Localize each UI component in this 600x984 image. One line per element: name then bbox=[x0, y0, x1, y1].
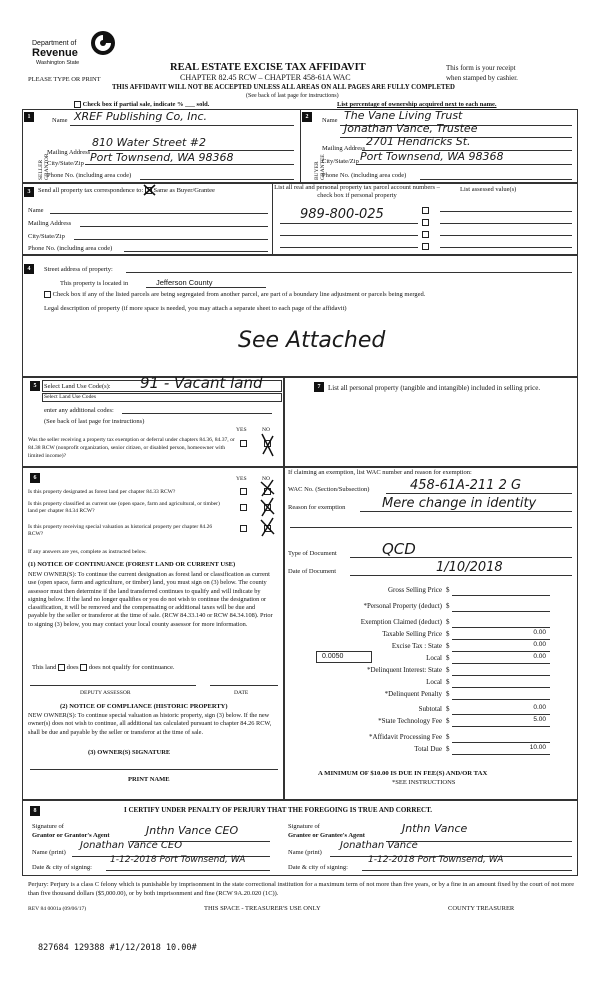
fee-line[interactable] bbox=[452, 611, 550, 612]
wac-label: WAC No. (Section/Subsection) bbox=[288, 486, 370, 493]
section-5-num: 5 bbox=[30, 381, 40, 391]
grantor-signature[interactable]: Jnthn Vance CEO bbox=[146, 824, 239, 837]
fee-label: Local bbox=[426, 678, 442, 686]
dollar-sign: $ bbox=[446, 705, 450, 713]
this-land-label: This land bbox=[32, 664, 57, 671]
fee-label: *State Technology Fee bbox=[378, 717, 442, 725]
fee-line[interactable] bbox=[452, 663, 550, 664]
dept-revenue: Revenue bbox=[32, 47, 78, 59]
fee-row bbox=[290, 690, 550, 702]
parcel-checkbox-2[interactable] bbox=[422, 219, 429, 226]
s3-mailing-line[interactable] bbox=[80, 219, 268, 227]
does-not-checkbox[interactable] bbox=[80, 664, 87, 671]
grantee-date-label: Date & city of signing: bbox=[288, 864, 348, 871]
parcel-line-1 bbox=[280, 216, 418, 224]
street-line[interactable] bbox=[126, 265, 572, 273]
date-line[interactable] bbox=[210, 678, 278, 686]
buyer-phone-line[interactable] bbox=[420, 172, 572, 180]
warning: THIS AFFIDAVIT WILL NOT BE ACCEPTED UNLESS ALL AREAS ON ALL PAGES ARE FULLY COMPLETED bbox=[112, 84, 455, 91]
fee-line[interactable] bbox=[452, 754, 550, 755]
dollar-sign: $ bbox=[446, 630, 450, 638]
compliance-title: (2) NOTICE OF COMPLIANCE (HISTORIC PROPERTY) bbox=[60, 703, 228, 710]
fee-line[interactable] bbox=[452, 639, 550, 640]
fee-value[interactable]: 5.00 bbox=[533, 716, 546, 723]
current-use-question: Is this property classified as current use (open space, farm and agricultural, or timber) land per chapter 84.34 RCW? bbox=[28, 501, 220, 514]
historic-yes-checkbox[interactable] bbox=[240, 525, 247, 532]
grantor-sig-l2: Grantor or Grantor's Agent bbox=[32, 832, 110, 839]
see-attached[interactable]: See Attached bbox=[238, 328, 386, 353]
fee-row bbox=[290, 678, 550, 690]
additional-line[interactable] bbox=[122, 406, 272, 414]
county[interactable]: Jefferson County bbox=[156, 278, 213, 287]
divider-12 bbox=[300, 109, 301, 183]
seller-city[interactable]: Port Townsend, WA 98368 bbox=[90, 151, 234, 164]
fee-label: Local bbox=[426, 654, 442, 662]
seller-city-label: City/State/Zip bbox=[47, 160, 84, 167]
exemption-question: Was the seller receiving a property tax exemption or deferral under chapters 84.36, 84.37, or 84.38 RCW (nonprofit organization, senior citizen, or disabled person, homeowner with limited income)? bbox=[28, 437, 235, 459]
fee-label: Taxable Selling Price bbox=[382, 630, 442, 638]
dept-line1: Department of bbox=[32, 40, 77, 47]
doc-date-label: Date of Document bbox=[288, 568, 337, 575]
additional-codes: enter any additional codes: bbox=[44, 407, 114, 414]
s5-see-back: (See back of last page for instructions) bbox=[44, 418, 145, 425]
deputy-line[interactable] bbox=[30, 678, 196, 686]
section-1-num: 1 bbox=[24, 112, 34, 122]
fee-row bbox=[290, 717, 550, 729]
fee-value[interactable]: 10.00 bbox=[529, 744, 546, 751]
buyer-city-label: City/State/Zip bbox=[322, 158, 359, 165]
fee-value[interactable]: 0.00 bbox=[533, 641, 546, 648]
fee-value[interactable]: 0.00 bbox=[533, 629, 546, 636]
x-mark-icon bbox=[143, 184, 157, 196]
buyer-phone-label: Phone No. (including area code) bbox=[322, 172, 407, 179]
forest-question: Is this property designated as forest land per chapter 84.33 RCW? bbox=[28, 489, 176, 495]
doc-type[interactable]: QCD bbox=[382, 540, 416, 558]
grantee-name[interactable]: Jonathan Vance bbox=[340, 840, 418, 851]
s3-city-line[interactable] bbox=[74, 232, 268, 240]
parcel-checkbox-4[interactable] bbox=[422, 243, 429, 250]
fee-value[interactable]: 0.00 bbox=[533, 653, 546, 660]
personal-property-label: List all personal property (tangible and intangible) included in selling price. bbox=[328, 384, 541, 392]
partial-sale-checkbox[interactable] bbox=[74, 101, 81, 108]
fee-line[interactable] bbox=[452, 726, 550, 727]
parcel-header: List all real and personal property tax parcel account numbers – check box if personal property bbox=[274, 184, 440, 199]
fee-row bbox=[290, 745, 550, 757]
grantee-sig-l2: Grantee or Grantee's Agent bbox=[288, 832, 365, 839]
date-label: DATE bbox=[234, 690, 249, 696]
seller-phone-label: Phone No. (including area code) bbox=[47, 172, 132, 179]
s5-yes: YES bbox=[236, 427, 247, 433]
section-6-num: 6 bbox=[30, 473, 40, 483]
s6-yes: YES bbox=[236, 476, 247, 482]
ownership-note: List percentage of ownership acquired next to each name. bbox=[337, 101, 497, 108]
grantee-date[interactable]: 1-12-2018 Port Townsend, WA bbox=[368, 855, 504, 865]
historic-question: Is this property receiving special valuation as historical property per chapter 84.26 RCW? bbox=[28, 524, 213, 537]
fee-row bbox=[290, 666, 550, 678]
parcel-checkbox-1[interactable] bbox=[422, 207, 429, 214]
fee-label: Gross Selling Price bbox=[387, 586, 442, 594]
legal-label: Legal description of property (if more space is needed, you may attach a separate sheet to each page of the affidavit) bbox=[44, 305, 347, 312]
fee-line[interactable] bbox=[452, 651, 550, 652]
receipt-line1: This form is your receipt bbox=[446, 64, 516, 72]
grantee-name-label: Name (print) bbox=[288, 849, 322, 856]
located-label: This property is located in bbox=[60, 280, 129, 287]
s3-name-line[interactable] bbox=[50, 206, 268, 214]
section-4 bbox=[22, 255, 578, 377]
compliance-text: NEW OWNER(S): To continue special valuation as historic property, sign (3) below. If the new owner(s) does not wish to continue, all additional tax calculated pursuant to chapter 84.26 RCW, shall be due and payable by the seller or transferor at the time of sale. bbox=[28, 712, 272, 736]
fee-row bbox=[290, 586, 550, 598]
dollar-sign: $ bbox=[446, 654, 450, 662]
buyer-city[interactable]: Port Townsend, WA 98368 bbox=[360, 150, 504, 163]
fee-label: Excise Tax : State bbox=[391, 642, 442, 650]
assessed-line-1[interactable] bbox=[440, 204, 572, 212]
dollar-sign: $ bbox=[446, 733, 450, 741]
buyer-name2[interactable]: Jonathan Vance, Trustee bbox=[344, 122, 478, 135]
continuance-title: (1) NOTICE OF CONTINUANCE (FOREST LAND OR CURRENT USE) bbox=[28, 561, 236, 568]
dollar-sign: $ bbox=[446, 678, 450, 686]
section-3-num: 3 bbox=[24, 187, 34, 197]
exemption-reason[interactable]: Mere change in identity bbox=[382, 496, 537, 511]
grantor-date-label: Date & city of signing: bbox=[32, 864, 92, 871]
wac-number[interactable]: 458-61A-211 2 G bbox=[410, 478, 522, 493]
grantee-sig-l1: Signature of bbox=[288, 823, 320, 830]
form-chapter: CHAPTER 82.45 RCW – CHAPTER 458-61A WAC bbox=[180, 73, 351, 82]
assessed-line-2[interactable] bbox=[440, 216, 572, 224]
reason-line-2[interactable] bbox=[290, 520, 572, 528]
county-treasurer: COUNTY TREASURER bbox=[448, 905, 515, 912]
fee-row bbox=[290, 602, 550, 614]
dollar-sign: $ bbox=[446, 666, 450, 674]
grantor-date[interactable]: 1-12-2018 Port Townsend, WA bbox=[110, 855, 246, 865]
doc-type-label: Type of Document bbox=[288, 550, 337, 557]
land-use-hint: Select Land Use Codes bbox=[44, 394, 97, 400]
treasurer-use: THIS SPACE - TREASURER'S USE ONLY bbox=[204, 905, 321, 912]
perjury-notice: Perjury: Perjury is a class C felony which is punishable by imprisonment in the state correctional institution for a maximum term of not more than five years, or by a fine in an amount fixed by the court of not more than five thousand dollars ($5,000.00), or by both imprisonment and fine (RCW 9A.20.020 (1C)). bbox=[28, 881, 575, 897]
form-title: REAL ESTATE EXCISE TAX AFFIDAVIT bbox=[170, 62, 366, 73]
current-use-yes-checkbox[interactable] bbox=[240, 504, 247, 511]
section-7-num: 7 bbox=[314, 382, 324, 392]
parcel-checkbox-3[interactable] bbox=[422, 231, 429, 238]
seller-phone-line[interactable] bbox=[140, 172, 294, 180]
divider-3 bbox=[272, 183, 273, 255]
grantee-signature[interactable]: Jnthn Vance bbox=[402, 822, 468, 835]
dor-logo bbox=[32, 30, 122, 70]
section-8-num: 8 bbox=[30, 806, 40, 816]
s3-phone-line[interactable] bbox=[124, 244, 268, 252]
fee-row bbox=[290, 733, 550, 745]
partial-sale-label: Check box if partial sale, indicate % ___ sold. bbox=[82, 101, 210, 108]
partial-sale bbox=[74, 101, 209, 108]
parcel-number[interactable]: 989-800-025 bbox=[300, 207, 384, 222]
print-name-label: PRINT NAME bbox=[128, 776, 170, 783]
fee-row bbox=[290, 630, 550, 642]
dor-logo-mark bbox=[90, 30, 116, 56]
seller-mailing[interactable]: 810 Water Street #2 bbox=[92, 136, 206, 149]
section-2-num: 2 bbox=[302, 112, 312, 122]
dollar-sign: $ bbox=[446, 618, 450, 626]
receipt-line2: when stamped by cashier. bbox=[446, 74, 518, 82]
buyer-mailing[interactable]: 2701 Hendricks St. bbox=[366, 135, 471, 148]
fee-row bbox=[290, 618, 550, 630]
s5-no: NO bbox=[262, 427, 271, 433]
dollar-sign: $ bbox=[446, 602, 450, 610]
send-label: Send all property tax correspondence to: bbox=[38, 187, 144, 194]
exemption-no-mark-icon bbox=[260, 432, 276, 458]
fee-line[interactable] bbox=[452, 742, 550, 743]
fee-label: *Affidavit Processing Fee bbox=[369, 733, 442, 741]
s3-city-label: City/State/Zip bbox=[28, 233, 65, 240]
dollar-sign: $ bbox=[446, 717, 450, 725]
assessed-line-4[interactable] bbox=[440, 240, 572, 248]
exemption-claim-label: If claiming an exemption, list WAC number and reason for exemption: bbox=[288, 469, 472, 476]
seller-name[interactable]: XREF Publishing Co, Inc. bbox=[74, 110, 208, 123]
buyer-name-label: Name bbox=[322, 117, 338, 124]
doc-date[interactable]: 1/10/2018 bbox=[436, 560, 503, 575]
fee-label: *Delinquent Interest: State bbox=[366, 666, 442, 674]
fee-label: Subtotal bbox=[418, 705, 442, 713]
fee-label: *Delinquent Penalty bbox=[384, 690, 442, 698]
certify: I CERTIFY UNDER PENALTY OF PERJURY THAT THE FOREGOING IS TRUE AND CORRECT. bbox=[124, 806, 433, 814]
dollar-sign: $ bbox=[446, 642, 450, 650]
assessed-header: List assessed value(s) bbox=[460, 186, 517, 193]
dollar-sign: $ bbox=[446, 586, 450, 594]
land-use-code[interactable]: 91 - Vacant land bbox=[140, 374, 263, 392]
type-print: PLEASE TYPE OR PRINT bbox=[28, 76, 101, 83]
seller-side-label: SELLER GRANTOR bbox=[38, 153, 50, 180]
fee-value[interactable]: 0.00 bbox=[533, 704, 546, 711]
fee-label: Exemption Claimed (deduct) bbox=[360, 618, 442, 626]
grantor-sig-l1: Signature of bbox=[32, 823, 64, 830]
exemption-yes-checkbox[interactable] bbox=[240, 440, 247, 447]
grantor-name[interactable]: Jonathan Vance CEO bbox=[80, 840, 183, 851]
forest-yes-checkbox[interactable] bbox=[240, 488, 247, 495]
fee-row bbox=[290, 705, 550, 717]
segregated bbox=[44, 291, 425, 298]
owner-signature-label: (3) OWNER(S) SIGNATURE bbox=[88, 749, 171, 756]
continuance-text: NEW OWNER(S): To continue the current designation as forest land or classification as current use (open space, farm and agriculture, or timber) land, you must sign on (3) below. The county assessor must then determine if the land transferred continues to qualify and will indicate by signing below. If the land no longer qualifies or you do not wish to continue the designation or classification, it will be removed and the compensating or additional taxes will be due and payable by the seller or transferor at the time of sale. (RCW 84.33.140 or RCW 84.34.108). Prior to signing (3) below, you may contact your local county assessor for more information. bbox=[28, 571, 273, 628]
grantor-name-label: Name (print) bbox=[32, 849, 66, 856]
fee-line[interactable] bbox=[452, 675, 550, 676]
buyer-side-label: BUYER GRANTEE bbox=[314, 154, 326, 180]
s3-phone-label: Phone No. (including area code) bbox=[28, 245, 113, 252]
seller-mailing-label: Mailing Address bbox=[47, 149, 91, 156]
segregated-checkbox[interactable] bbox=[44, 291, 51, 298]
see-back: (See back of last page for instructions) bbox=[246, 93, 339, 99]
cashier-stamp: 827684 129388 #1/12/2018 10.00# bbox=[38, 943, 197, 953]
deputy-label: DEPUTY ASSESSOR bbox=[80, 690, 131, 696]
s6-no: NO bbox=[262, 476, 271, 482]
dollar-sign: $ bbox=[446, 745, 450, 753]
assessed-line-3[interactable] bbox=[440, 228, 572, 236]
reason-label: Reason for exemption bbox=[288, 504, 346, 511]
same-as-buyer-label: Same as Buyer/Grantee bbox=[153, 187, 215, 194]
land-use-hint-box bbox=[42, 393, 282, 402]
fee-line[interactable] bbox=[452, 714, 550, 715]
fee-line[interactable] bbox=[452, 687, 550, 688]
does-checkbox[interactable] bbox=[58, 664, 65, 671]
fee-line[interactable] bbox=[452, 627, 550, 628]
fee-label: Total Due bbox=[414, 745, 442, 753]
fee-label: *Personal Property (deduct) bbox=[363, 602, 442, 610]
land-use-label: Select Land Use Code(s): bbox=[44, 383, 111, 390]
does-not-label: does not qualify for continuance. bbox=[88, 664, 175, 671]
seller-name-label: Name bbox=[52, 117, 68, 124]
parcel-line-3 bbox=[280, 240, 418, 248]
this-land bbox=[32, 664, 175, 671]
s3-mailing-label: Mailing Address bbox=[28, 220, 72, 227]
minimum-due: A MINIMUM OF $10.00 IS DUE IN FEE(S) AND/OR TAX bbox=[318, 770, 488, 777]
s6-no-marks-icon bbox=[258, 476, 278, 540]
owner-signature-line[interactable] bbox=[30, 762, 278, 770]
parcel-line-2 bbox=[280, 228, 418, 236]
send-correspondence bbox=[38, 187, 215, 194]
section-4-num: 4 bbox=[24, 264, 34, 274]
fee-line[interactable] bbox=[452, 699, 550, 700]
same-as-buyer-checkbox[interactable] bbox=[145, 187, 152, 194]
s3-name-label: Name bbox=[28, 207, 44, 214]
see-instructions: *SEE INSTRUCTIONS bbox=[392, 779, 456, 786]
street-label: Street address of property: bbox=[44, 266, 113, 273]
buyer-mailing-label: Mailing Address bbox=[322, 145, 366, 152]
does-label: does bbox=[66, 664, 79, 671]
buyer-name[interactable]: The Vane Living Trust bbox=[344, 109, 463, 122]
if-any-yes: If any answers are yes, complete as instructed below. bbox=[28, 549, 147, 555]
rev-number: REV 84 0001a (09/06/17) bbox=[28, 906, 87, 912]
segregated-label: Check box if any of the listed parcels are being segregated from another parcel, are part of a boundary line adjustment or parcels being merged. bbox=[52, 291, 426, 298]
fee-line[interactable] bbox=[452, 595, 550, 596]
dollar-sign: $ bbox=[446, 690, 450, 698]
county-line bbox=[146, 280, 266, 288]
dept-state: Washington State bbox=[36, 60, 80, 66]
tax-rate[interactable]: 0.0050 bbox=[322, 653, 344, 660]
